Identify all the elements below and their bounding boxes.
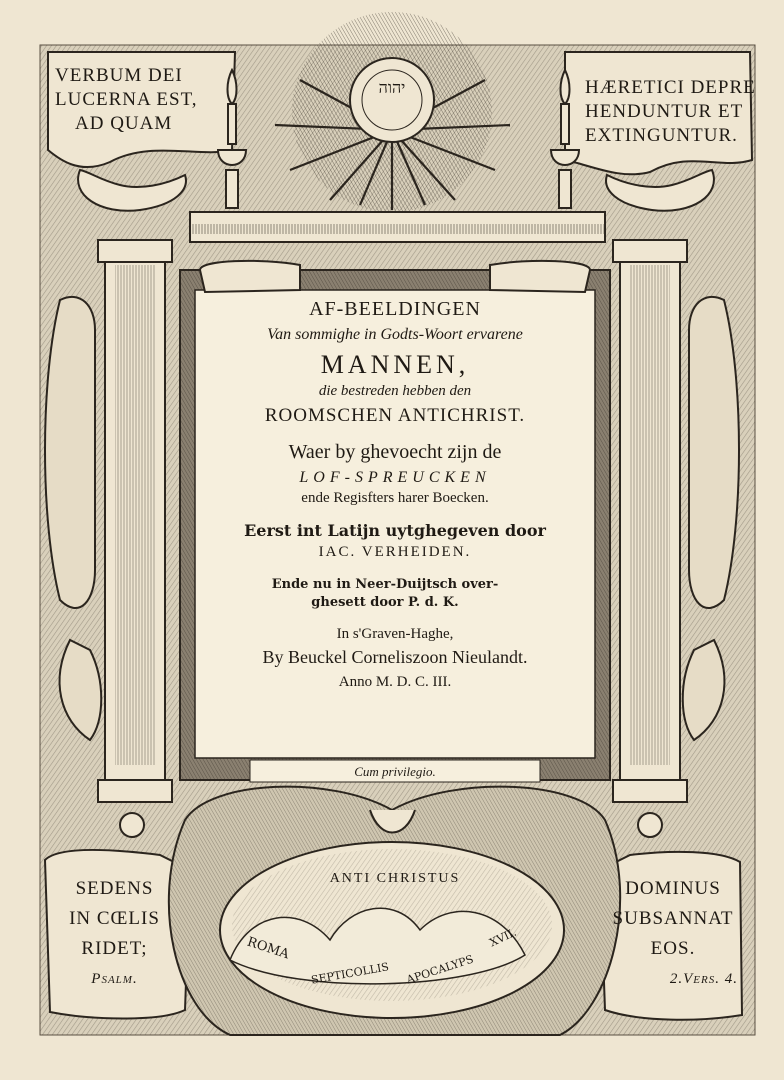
- bottom-left-line-2: IN CŒLIS: [69, 908, 160, 929]
- sun-inscription: יהוה: [378, 78, 406, 97]
- title-line-5: ROOMSCHEN ANTICHRIST.: [264, 405, 526, 426]
- top-right-line-3: EXTINGUNTUR.: [585, 125, 738, 146]
- roma-label: ROMA: [245, 934, 291, 963]
- title-line-8: ende Regisfters harer Boecken.: [301, 490, 489, 506]
- bottom-right-line-2: SUBSANNAT: [612, 908, 734, 929]
- septicollis-label: SEPTICOLLIS: [310, 960, 390, 987]
- bottom-left-motto: [52, 874, 177, 994]
- apocalyps-label: APOCALYPS: [404, 952, 476, 987]
- title-line-14: By Beuckel Corneliszoon Nieulandt.: [262, 647, 528, 667]
- bottom-left-line-3: RIDET;: [81, 938, 148, 959]
- bottom-right-line-1: DOMINUS: [625, 878, 721, 899]
- title-plate: [200, 296, 590, 691]
- top-left-line-1: VERBUM DEI: [55, 65, 183, 86]
- bottom-right-motto: [608, 874, 738, 994]
- antichrist-mouth: [169, 787, 620, 1035]
- privilege-note: Cum privilegio.: [354, 764, 436, 779]
- left-column: [98, 240, 172, 837]
- bottom-left-line-1: SEDENS: [75, 878, 154, 899]
- bottom-left-reference: Psalm.: [91, 971, 138, 987]
- title-line-2: Van sommighe in Godts-Woort ervarene: [267, 326, 523, 343]
- mouth-banner: ANTI CHRISTUS: [329, 871, 461, 886]
- top-left-motto: [55, 64, 230, 136]
- title-line-7: LOF-SPREUCKEN: [299, 469, 491, 486]
- top-left-line-2: LUCERNA EST,: [55, 89, 198, 110]
- bottom-right-reference: 2.Vers. 4.: [669, 971, 738, 987]
- top-left-line-3: AD QUAM: [75, 113, 173, 134]
- title-line-9: Eerst int Latijn uytghegeven door: [244, 521, 546, 540]
- title-line-11: Ende nu in Neer-Duijtsch over-: [271, 577, 499, 592]
- title-line-15: Anno M. D. C. III.: [338, 674, 452, 690]
- top-right-line-1: HÆRETICI DEPRE: [585, 77, 756, 98]
- title-line-3: MANNEN,: [320, 350, 470, 379]
- top-right-line-2: HENDUNTUR ET: [585, 101, 744, 122]
- title-line-6: Waer by ghevoecht zijn de: [288, 441, 502, 463]
- right-column: [613, 240, 687, 837]
- title-line-4: die bestreden hebben den: [318, 383, 472, 399]
- title-line-12: ghesett door P. d. K.: [311, 595, 459, 610]
- title-line-13: In s'Graven-Haghe,: [336, 626, 454, 642]
- bottom-right-line-3: EOS.: [650, 938, 696, 959]
- chapter-label: XVII.: [487, 925, 519, 950]
- top-right-motto: [585, 76, 760, 148]
- title-line-1: AF-BEELDINGEN: [309, 298, 481, 320]
- title-line-10: IAC. VERHEIDEN.: [318, 544, 472, 560]
